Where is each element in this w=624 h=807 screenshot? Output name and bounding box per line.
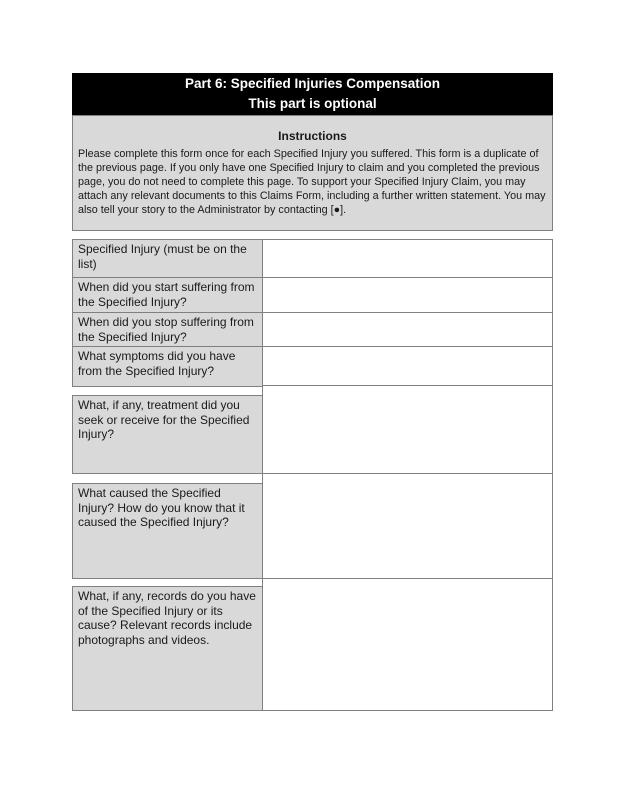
question-column [72, 239, 263, 711]
answer-cell-records[interactable] [262, 578, 553, 711]
part-header [72, 73, 553, 115]
question-label-treatment: What, if any, treatment did you seek or receive for the Specified Injury? [72, 395, 263, 474]
answer-column [262, 239, 553, 711]
question-label-start-suffering: When did you start suffering from the Specified Injury? [72, 277, 263, 313]
answer-cell-symptoms[interactable] [262, 346, 553, 386]
document-page [72, 73, 553, 711]
part-header-title: Part 6: Specified Injuries Compensation [184, 76, 441, 91]
question-label-specified-injury: Specified Injury (must be on the list) [72, 239, 263, 278]
answer-cell-cause[interactable] [262, 473, 553, 579]
answer-cell-treatment[interactable] [262, 385, 553, 474]
question-label-symptoms: What symptoms did you have from the Specified Injury? [72, 346, 263, 387]
question-label-stop-suffering: When did you stop suffering from the Specified Injury? [72, 312, 263, 347]
answer-cell-specified-injury[interactable] [262, 239, 553, 278]
instructions-text: Please complete this form once for each Specified Injury you suffered. This form is a duplicate of the previous page. If you only have one Specified Injury to claim and you completed the previous page, you do not need to complete this page. To support your Specified Injury Claim, you may attach any relevant documents to this Claims Form, including a further written statement. You may also tell your story to the Administrator by contacting [●]. [78, 148, 546, 216]
claims-table [72, 239, 553, 711]
answer-cell-stop-suffering[interactable] [262, 312, 553, 347]
question-label-records: What, if any, records do you have of the Specified Injury or its cause? Relevant records include photographs and videos. [72, 586, 263, 711]
answer-cell-start-suffering[interactable] [262, 277, 553, 313]
part-header-subtitle: This part is optional [248, 96, 377, 111]
instructions-title: Instructions [278, 129, 347, 143]
question-label-cause: What caused the Specified Injury? How do you know that it caused the Specified Injury? [72, 483, 263, 579]
instructions-box [72, 115, 553, 231]
